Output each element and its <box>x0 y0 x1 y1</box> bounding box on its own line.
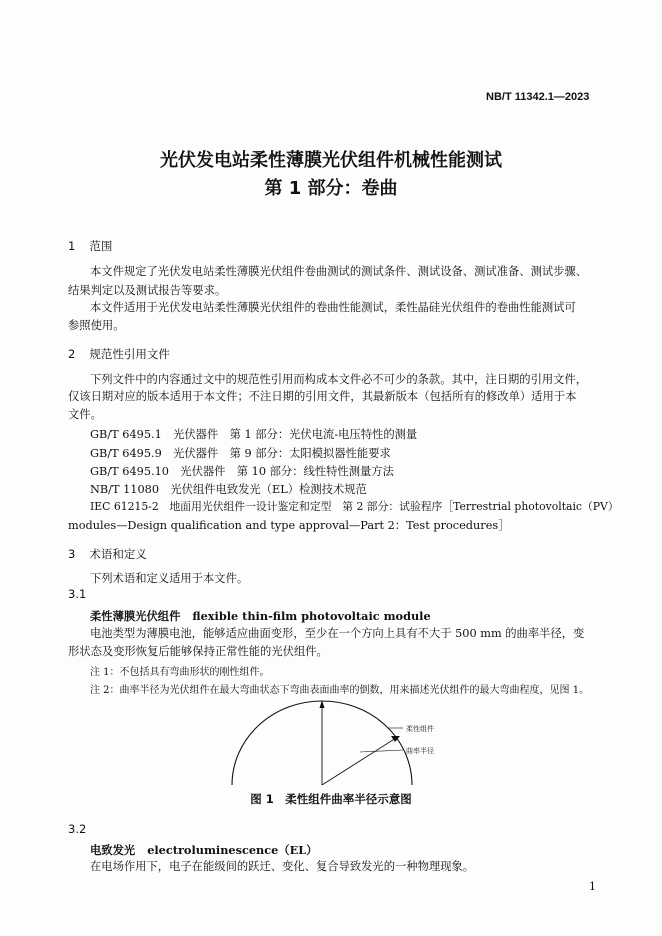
section-3-heading <box>68 546 147 562</box>
page-number: 1 <box>589 880 596 893</box>
leader-line-radius <box>360 750 403 752</box>
reference-item: GB/T 6495.10 光伏器件 第 10 部分：线性特性测量方法 <box>90 465 394 478</box>
label-flexible-module: 柔性组件 <box>406 725 434 733</box>
document-subtitle: 第 1 部分：卷曲 <box>264 178 398 199</box>
paragraph-line: 本文件适用于光伏发电站柔性薄膜光伏组件的卷曲性能测试，柔性晶硅光伏组件的卷曲性能测试可 <box>90 301 576 314</box>
term-heading <box>90 605 431 624</box>
paragraph-line: 文件。 <box>68 408 102 421</box>
figure-caption: 图 1 柔性组件曲率半径示意图 <box>250 792 412 806</box>
definition-line: 电池类型为薄膜电池，能够适应曲面变形，至少在一个方向上具有不大于 500 mm 的曲率半径，变 <box>90 627 585 640</box>
term-chinese: 柔性薄膜光伏组件 <box>90 610 181 623</box>
definition-line: 在电场作用下，电子在能级间的跃迁、变化、复合导致发光的一种物理现象。 <box>90 860 475 873</box>
section-title: 规范性引用文件 <box>89 347 170 361</box>
term-heading <box>90 839 317 858</box>
paragraph-line: 本文件规定了光伏发电站柔性薄膜光伏组件卷曲测试的测试条件、测试设备、测试准备、测试步骤、 <box>90 265 588 278</box>
radius-line-diagonal <box>322 738 396 785</box>
standard-number: NB/T 11342.1—2023 <box>486 91 590 103</box>
section-1-heading <box>68 238 112 254</box>
section-2-heading <box>68 346 170 362</box>
section-number: 3 <box>68 547 76 561</box>
note-2: 注 2：曲率半径为光伏组件在最大弯曲状态下弯曲表面曲率的倒数，用来描述光伏组件的最大弯曲程度，见图 1。 <box>90 685 590 696</box>
paragraph-line: 参照使用。 <box>68 319 125 332</box>
term-chinese: 电致发光 <box>90 844 136 857</box>
term-number: 3.1 <box>68 587 87 601</box>
paragraph-line: 下列文件中的内容通过文中的规范性引用而构成本文件必不可少的条款。其中，注日期的引用文件， <box>90 373 588 386</box>
reference-item: IEC 61215-2 地面用光伏组件一设计鉴定和定型 第 2 部分：试验程序［Terrestrial photovoltaic（PV） <box>90 500 619 513</box>
note-1: 注 1：不包括具有弯曲形状的刚性组件。 <box>90 667 270 678</box>
definition-line: 形状态及变形恢复后能够保持正常性能的光伏组件。 <box>68 645 328 658</box>
reference-item: GB/T 6495.1 光伏器件 第 1 部分：光伏电流-电压特性的测量 <box>90 428 418 441</box>
label-curvature-radius: 曲率半径 <box>406 747 434 755</box>
reference-item-continuation: modules—Design qualification and type approval—Part 2：Test procedures］ <box>68 519 510 532</box>
paragraph-line: 下列术语和定义适用于本文件。 <box>90 572 249 585</box>
reference-item: NB/T 11080 光伏组件电致发光（EL）检测技术规范 <box>90 483 367 496</box>
paragraph-line: 结果判定以及测试报告等要求。 <box>68 284 227 297</box>
section-number: 2 <box>68 347 76 361</box>
document-title: 光伏发电站柔性薄膜光伏组件机械性能测试 <box>160 150 502 171</box>
paragraph-line: 仅该日期对应的版本适用于本文件；不注日期的引用文件，其最新版本（包括所有的修改单）适用于本 <box>68 390 577 403</box>
term-number: 3.2 <box>68 822 87 836</box>
section-title: 术语和定义 <box>89 547 147 561</box>
term-english: flexible thin-film photovoltaic module <box>192 609 431 623</box>
figure-1-diagram <box>220 695 460 787</box>
section-number: 1 <box>68 239 76 253</box>
reference-item: GB/T 6495.9 光伏器件 第 9 部分：太阳模拟器性能要求 <box>90 447 391 460</box>
term-english: electroluminescence（EL） <box>147 843 318 857</box>
section-title: 范围 <box>89 239 113 253</box>
